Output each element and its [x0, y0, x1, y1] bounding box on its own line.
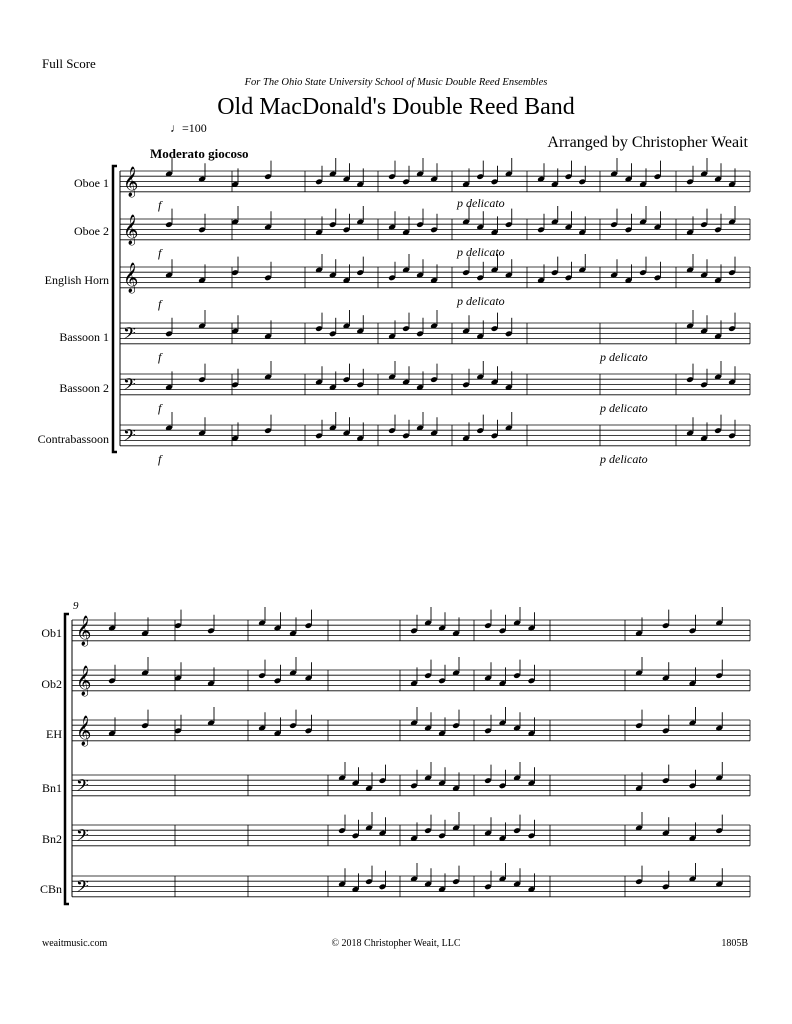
instrument-label-english-horn: English Horn	[44, 273, 109, 287]
instrument-label-bassoon1: Bassoon 1	[59, 330, 109, 344]
clef-glyph: 𝄢	[76, 825, 89, 849]
dynamic-forte: f	[158, 452, 162, 466]
system-bracket	[113, 166, 117, 452]
instrument-label-bn2: Bn2	[41, 832, 62, 846]
page-title: Old MacDonald's Double Reed Band	[217, 94, 575, 120]
clef-glyph: 𝄞	[123, 215, 139, 245]
score-label: Full Score	[42, 56, 96, 71]
clef-glyph: 𝄞	[76, 616, 92, 646]
dedication: For The Ohio State University School of Music Double Reed Ensembles	[244, 77, 548, 88]
instrument-label-ob1: Ob1	[41, 626, 62, 640]
dynamic-p-delicato: p delicato	[600, 350, 648, 364]
instrument-label-cbn: CBn	[39, 882, 62, 896]
measure-number: 9	[73, 600, 79, 612]
tempo-marking: ♩=100	[170, 121, 207, 135]
clef-glyph: 𝄢	[76, 775, 89, 799]
instrument-label-bassoon2: Bassoon 2	[59, 381, 109, 395]
dynamic-forte: f	[158, 401, 162, 415]
instrument-label-ob2: Ob2	[41, 677, 62, 691]
dynamic-forte: f	[158, 297, 162, 311]
dynamic-p-delicato: p delicato	[457, 196, 505, 210]
dynamic-p-delicato: p delicato	[457, 245, 505, 259]
dynamic-p-delicato: p delicato	[457, 294, 505, 308]
clef-glyph: 𝄞	[123, 263, 139, 293]
clef-glyph: 𝄞	[76, 666, 92, 696]
instrument-label-eh: EH	[46, 727, 62, 741]
instrument-label-oboe2: Oboe 2	[74, 224, 109, 238]
footer-website: weaitmusic.com	[42, 938, 108, 949]
dynamic-forte: f	[158, 198, 162, 212]
dynamic-forte: f	[158, 350, 162, 364]
system-bracket	[65, 614, 69, 904]
clef-glyph: 𝄞	[76, 716, 92, 746]
instrument-label-oboe1: Oboe 1	[74, 176, 109, 190]
clef-glyph: 𝄢	[123, 323, 136, 347]
instrument-label-bn1: Bn1	[41, 781, 62, 795]
footer-copyright: © 2018 Christopher Weait, LLC	[331, 938, 461, 949]
expression-marking: Moderato giocoso	[150, 146, 249, 161]
clef-glyph: 𝄢	[123, 425, 136, 449]
dynamic-p-delicato: p delicato	[600, 452, 648, 466]
dynamic-p-delicato: p delicato	[600, 401, 648, 415]
arranger-credit: Arranged by Christopher Weait	[547, 134, 748, 151]
clef-glyph: 𝄢	[123, 374, 136, 398]
instrument-label-contrabassoon: Contrabassoon	[37, 432, 109, 446]
footer-code: 1805B	[721, 938, 748, 949]
clef-glyph: 𝄢	[76, 876, 89, 900]
dynamic-forte: f	[158, 246, 162, 260]
clef-glyph: 𝄞	[123, 167, 139, 197]
